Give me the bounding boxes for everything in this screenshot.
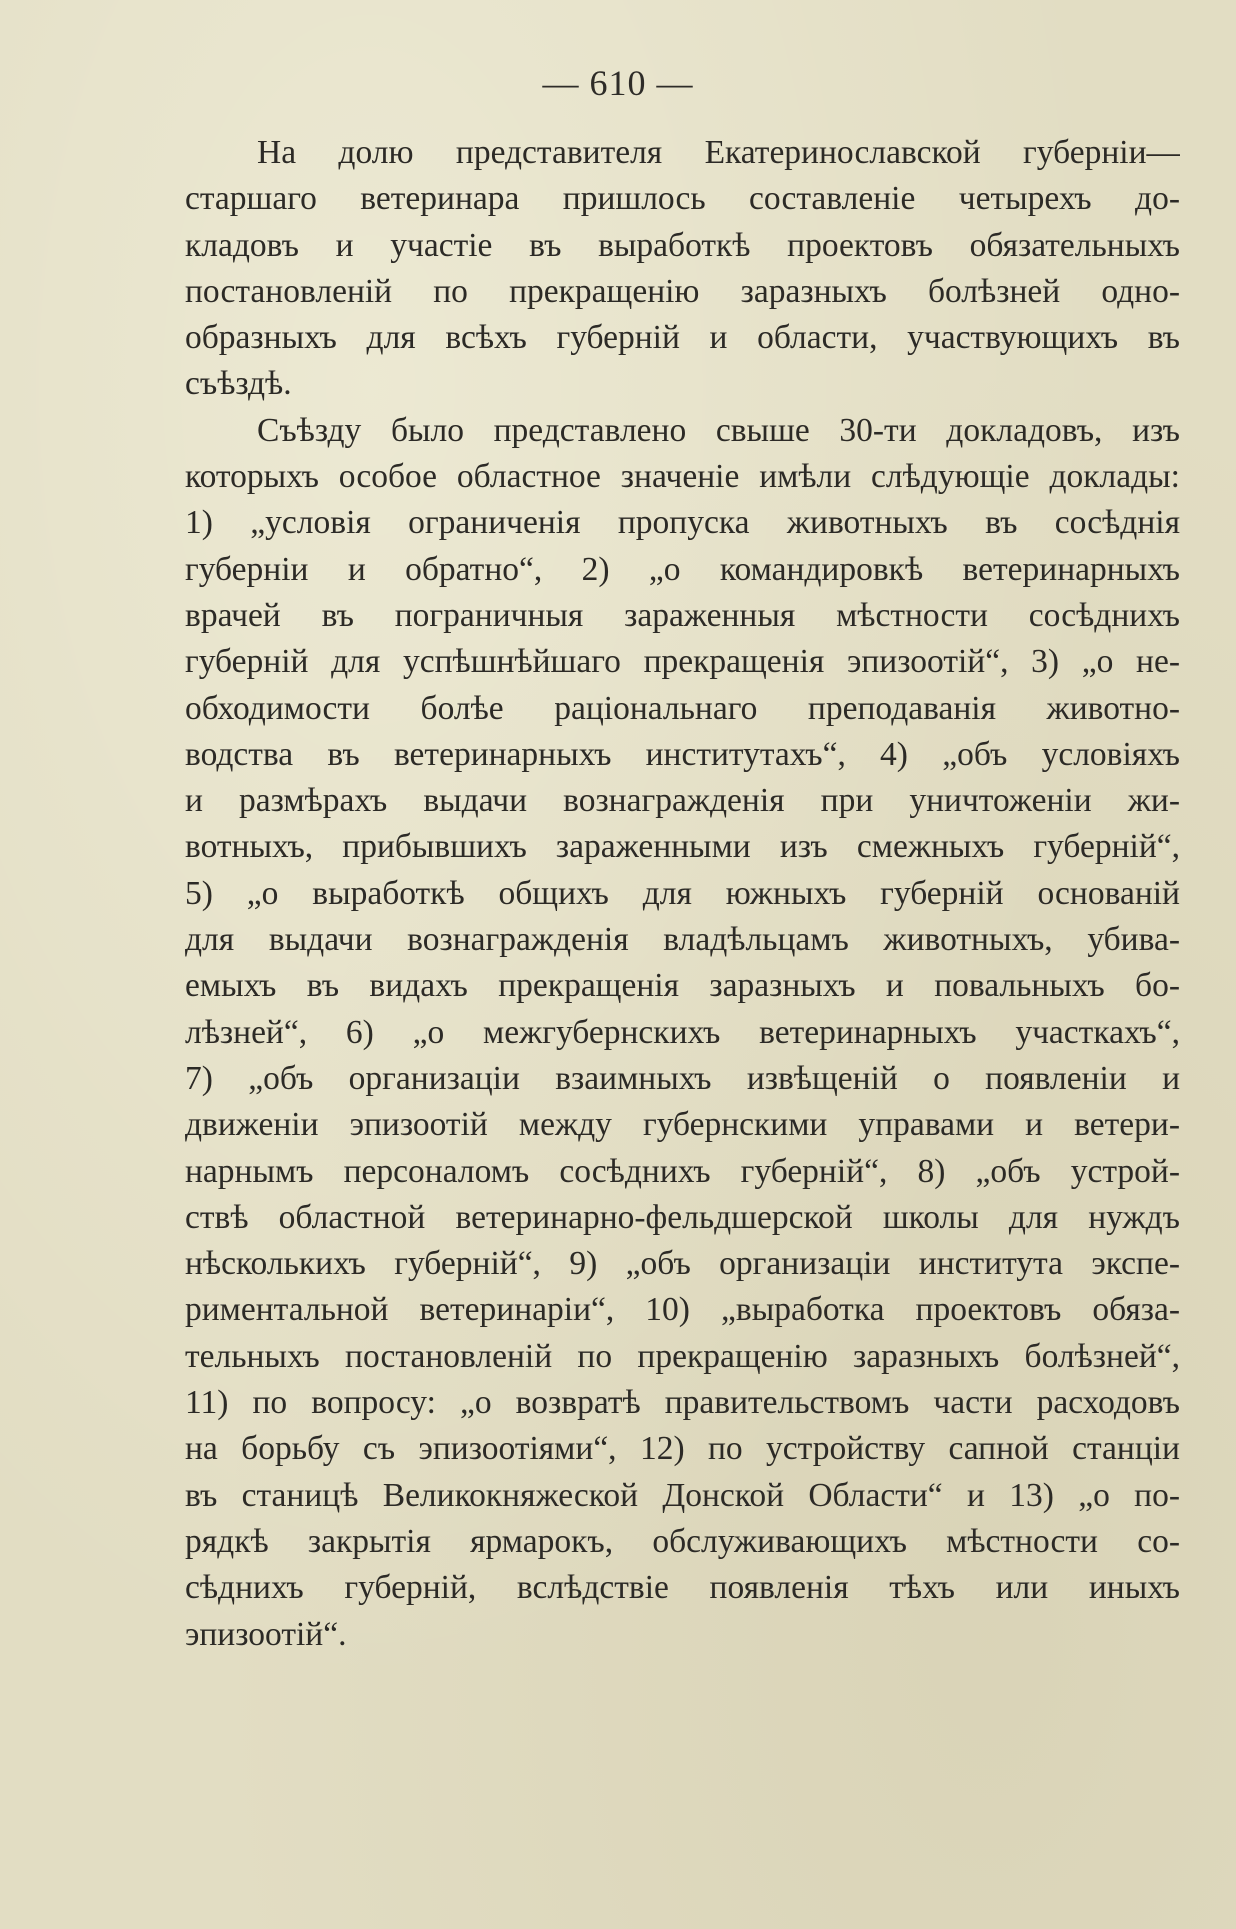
text-line: тельныхъ постановленій по прекращенію заразныхъ болѣзней“, <box>185 1337 1180 1375</box>
text-line: емыхъ въ видахъ прекращенія заразныхъ и повальныхъ бо- <box>185 967 1180 1005</box>
text-line: губерній для успѣшнѣйшаго прекращенія эпизоотій“, 3) „о не- <box>185 643 1180 681</box>
text-line: врачей въ пограничныя зараженныя мѣстности сосѣднихъ <box>185 596 1180 634</box>
text-line: постановленій по прекращенію заразныхъ болѣзней одно- <box>185 272 1180 310</box>
text-line: для выдачи вознагражденія владѣльцамъ животныхъ, убива- <box>185 921 1180 959</box>
text-line: на борьбу съ эпизоотіями“, 12) по устройству сапной станціи <box>185 1430 1180 1468</box>
text-line: риментальной ветеринаріи“, 10) „выработка проектовъ обяза- <box>185 1291 1180 1329</box>
text-line: ствѣ областной ветеринарно-фельдшерской школы для нуждъ <box>185 1198 1180 1236</box>
text-line: губерніи и обратно“, 2) „о командировкѣ ветеринарныхъ <box>185 550 1180 588</box>
body-text <box>185 130 1180 1658</box>
text-line: сѣднихъ губерній, вслѣдствіе появленія тѣхъ или иныхъ <box>185 1569 1180 1607</box>
text-line: которыхъ особое областное значеніе имѣли слѣдующіе доклады: <box>185 458 1180 496</box>
text-line: обходимости болѣе раціональнаго преподаванія животно- <box>185 689 1180 727</box>
text-line: Съѣзду было представлено свыше 30-ти докладовъ, изъ <box>257 411 1180 449</box>
text-line: старшаго ветеринара пришлось составленіе четырехъ до- <box>185 180 1180 218</box>
text-line: На долю представителя Екатеринославской губерніи— <box>257 134 1180 171</box>
text-line: эпизоотій“. <box>185 1615 347 1653</box>
text-line: образныхъ для всѣхъ губерній и области, участвующихъ въ <box>185 319 1180 357</box>
text-line: движеніи эпизоотій между губернскими управами и ветери- <box>185 1106 1180 1144</box>
text-line: нѣсколькихъ губерній“, 9) „объ организаціи института экспе- <box>185 1245 1180 1283</box>
text-line: вотныхъ, прибывшихъ зараженными изъ смежныхъ губерній“, <box>185 828 1180 866</box>
text-line: съѣздѣ. <box>185 365 292 403</box>
text-line: кладовъ и участіе въ выработкѣ проектовъ обязательныхъ <box>185 226 1180 264</box>
text-line: водства въ ветеринарныхъ институтахъ“, 4) „объ условіяхъ <box>185 735 1180 773</box>
text-line: нарнымъ персоналомъ сосѣднихъ губерній“, 8) „объ устрой- <box>185 1152 1180 1190</box>
paragraph-2 <box>185 408 1180 1658</box>
text-line: лѣзней“, 6) „о межгубернскихъ ветеринарныхъ участкахъ“, <box>185 1013 1180 1051</box>
text-line: 11) по вопросу: „о возвратѣ правительствомъ части расходовъ <box>185 1384 1180 1422</box>
text-line: и размѣрахъ выдачи вознагражденія при уничтоженіи жи- <box>185 782 1180 820</box>
page-number: — 610 — <box>542 63 694 103</box>
text-line: въ станицѣ Великокняжеской Донской Области“ и 13) „о по- <box>185 1476 1180 1514</box>
text-line: рядкѣ закрытія ярмарокъ, обслуживающихъ мѣстности со- <box>185 1522 1180 1560</box>
text-line: 7) „объ организаціи взаимныхъ извѣщеній о появленіи и <box>185 1059 1180 1097</box>
text-line: 5) „о выработкѣ общихъ для южныхъ губерній основаній <box>185 874 1180 912</box>
paragraph-1 <box>185 130 1180 408</box>
text-line: 1) „условія ограниченія пропуска животныхъ въ сосѣднія <box>185 504 1180 542</box>
